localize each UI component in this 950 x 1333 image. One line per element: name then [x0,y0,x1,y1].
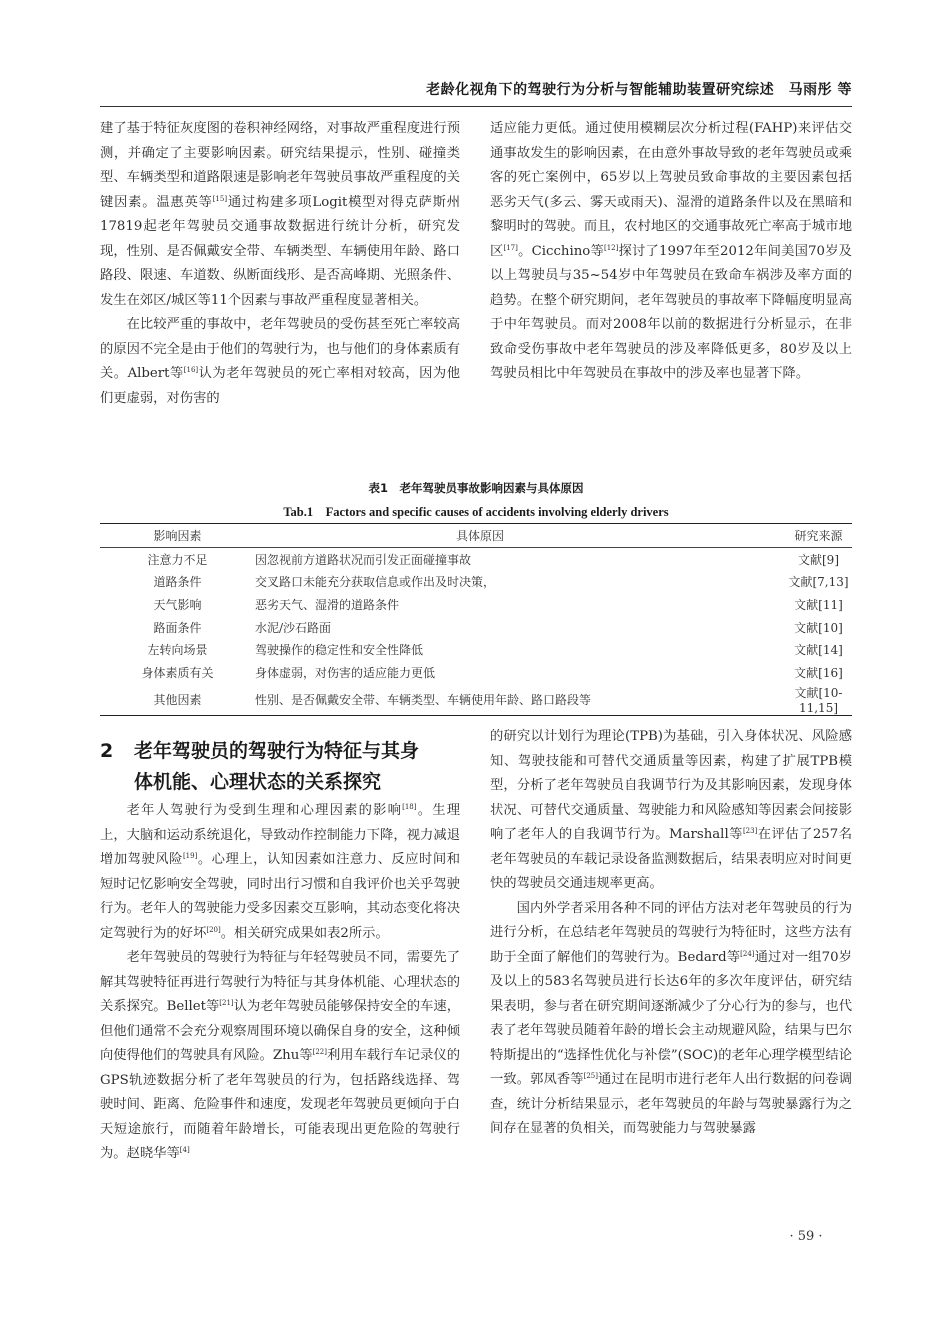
section-heading [100,736,470,798]
table-cell: 文献[16] [794,665,843,680]
text-run: 认为老年驾驶员能够保持安全的车速，但他们通常不会充分观察周围环境以确保自身的安全，这种倾向使得他们的驾驶具有风险。Zhu等 [100,999,461,1063]
citation: [20] [206,925,221,934]
table-cell: 路面条件 [153,620,202,635]
table-row [100,638,852,661]
table-cell: 文献[10-11,15] [785,684,852,716]
text-run: 的研究以计划行为理论(TPB)为基础，引入身体状况、风险感知、驾驶技能和可替代交通质量等因素，构建了扩展TPB模型，分析了老年驾驶员自我调节行为及其影响因素，发现身体状况、可替代交通质量、驾驶能力和风险感知等因素会间接影响了老年人的自我调节行为。Marshall等 [490,729,852,842]
header-rule [100,106,852,107]
citation: [16] [183,366,199,374]
text-run: 探讨了1997年至2012年间美国70岁及以上驾驶员与35~54岁中年驾驶员在致命车祸涉及率方面的趋势。在整个研究期间，老年驾驶员的事故率下降幅度明显高于中年驾驶员。而对2008年以前的数据进行分析显示，在非致命受伤事故中老年驾驶员的涉及率降低更多，80岁及以上驾驶员相比中年驾驶员在事故中的涉及率也显著下降。 [490,243,852,381]
table-row [100,571,852,594]
text-run: 在评估了257名老年驾驶员的车载记录设备监测数据后，结果表明应对时间更快的驾驶员交通违规率更高。 [490,827,852,891]
table-cell: 性别、是否佩戴安全带、车辆类型、车辆使用年龄、路口路段等 [255,684,785,716]
citation: [12] [603,243,619,252]
section-title-line1: 老年驾驶员的驾驶行为特征与其身 [134,740,420,762]
text-run: 。心理上，认知因素如注意力、反应时间和短时记忆影响安全驾驶，同时出行习惯和自我评价也关乎驾驶行为。老年人的驾驶能力受多因素交互影响，其动态变化将决定驾驶行为的好坏 [100,852,461,941]
table-row [100,548,852,571]
table-cell: 恶劣天气、湿滑的道路条件 [255,597,400,612]
citation: [23] [742,827,758,835]
table-cell: 天气影响 [153,597,202,612]
citation: [24] [740,949,755,958]
citation: [21] [219,999,234,1007]
text-run: 通过在昆明市进行老年人出行数据的问卷调查，统计分析结果显示，老年驾驶员的年龄与驾驶暴露行为之间存在显著的负相关，而驾驶能力与驾驶暴露 [490,1072,853,1136]
table-row [100,684,852,716]
paragraph [100,313,460,411]
column-header: 影响因素 [100,524,255,548]
table-row [100,593,852,616]
text-run: 认为老年驾驶员的死亡率相对较高，因为他们更虚弱，对伤害的 [100,366,461,406]
text-run: 国内外学者采用各种不同的评估方法对老年驾驶员的行为进行分析，在总结老年驾驶员的驾驶行为特征时，这些方法有助于全面了解他们的驾驶行为。Bedard等 [490,900,852,965]
column-header: 研究来源 [785,524,852,548]
table-cell: 其他因素 [100,684,255,716]
table-row [100,661,852,684]
table-row [100,616,852,639]
citation: [25] [583,1072,598,1080]
citation: [17] [503,243,518,252]
text-run: 。相关研究成果如表2所示。 [220,925,389,941]
paragraph [490,117,852,387]
table-cell: 身体虚弱，对伤害的适应能力更低 [255,665,436,680]
right-column-bottom [490,725,852,1142]
page-number: · 59 · [789,1229,823,1244]
table-caption-en: Tab.1 Factors and specific causes of accidents involving elderly drivers [283,505,669,519]
paragraph [100,117,460,313]
table-cell: 注意力不足 [147,552,208,567]
citation: [18] [402,803,417,811]
table-cell: 交叉路口未能充分获取信息或作出及时决策， [255,575,496,590]
text-run: 老年驾驶员的驾驶行为特征与年轻驾驶员不同，需要先了解其驾驶特征再进行驾驶行为特征与其身体机能、心理状态的关系探究。Bellet等 [100,950,460,1014]
left-column-bottom [100,799,460,1167]
paragraph [490,725,852,897]
table-header-row [100,524,852,548]
factors-table [100,523,852,716]
table-cell: 因忽视前方道路状况而引发正面碰撞事故 [255,552,472,567]
table-cell: 左转向场景 [147,643,208,658]
table-cell: 道路条件 [153,575,202,590]
text-run: 。Cicchino等 [517,243,604,259]
table-cell: 文献[9] [798,552,839,567]
table-cell: 身体素质有关 [141,665,214,680]
text-run: 通过构建多项Logit模型对得克萨斯州17819起老年驾驶员交通事故数据进行统计分析，研究发现，性别、是否佩戴安全带、车辆类型、车辆使用年龄、路口路段、限速、车道数、纵断面线形、是否高峰期、光照条件、发生在郊区/城区等11个因素与事故严重程度显著相关。 [100,194,460,308]
text-run: 在比较严重的事故中，老年驾驶员的受伤甚至死亡率较高的原因不完全是由于他们的驾驶行为，也与他们的身体素质有关。Albert等 [100,317,460,381]
table-cell: 水泥/沙石路面 [255,620,332,635]
table-cell: 文献[10] [794,620,843,635]
right-column-top [490,117,852,387]
table-caption-cn: 表1 老年驾驶员事故影响因素与具体原因 [368,481,584,495]
table-cell: 文献[7,13] [788,575,849,590]
running-header: 老龄化视角下的驾驶行为分析与智能辅助装置研究综述 马雨彤 等 [426,82,852,98]
text-run: 。生理上，大脑和运动系统退化，导致动作控制能力下降，视力减退增加驾驶风险 [100,803,461,867]
table-cell: 文献[14] [794,643,843,658]
left-column-top [100,117,460,411]
paragraph [490,897,852,1142]
column-header: 具体原因 [255,524,785,548]
citation: [22] [312,1048,327,1056]
text-run: 建了基于特征灰度图的卷积神经网络，对事故严重程度进行预测，并确定了主要影响因素。研究结果提示，性别、碰撞类型、车辆类型和道路限速是影响老年驾驶员事故严重程度的关键因素。温惠英等 [100,121,460,210]
citation: [4] [179,1146,190,1154]
text-run: 适应能力更低。通过使用模糊层次分析过程(FAHP)来评估交通事故发生的影响因素，在由意外事故导致的老年驾驶员或乘客的死亡案例中，65岁以上驾驶员致命事故的主要因素包括恶劣天气(多云、雾天或雨天)、湿滑的道路条件以及在黑暗和黎明时的驾驶。而且，农村地区的交通事故死亡率高于城市地区 [490,121,852,259]
text-run: 利用车载行车记录仪的GPS轨迹数据分析了老年驾驶员的行为，包括路线选择、驾驶时间、距离、危险事件和速度，发现老年驾驶员更倾向于白天短途旅行，而随着年龄增长，可能表现出更危险的驾驶行为。赵晓华等 [100,1048,461,1161]
citation: [19] [182,852,198,860]
table-cell: 驾驶操作的稳定性和安全性降低 [255,643,424,658]
paragraph [100,946,460,1167]
table-cell: 文献[11] [794,597,843,612]
paragraph [100,799,460,946]
text-run: 老年人驾驶行为受到生理和心理因素的影响 [126,803,403,818]
section-number: 2 [100,740,114,762]
section-title-line2: 体机能、心理状态的关系探究 [134,771,382,793]
citation: [15] [212,194,228,203]
text-run: 通过对一组70岁及以上的583名驾驶员进行长达6年的多次年度评估，研究结果表明，参与者在研究期间逐渐减少了分心行为的参与，也代表了老年驾驶员随着年龄的增长会主动规避风险，结果与巴尔特斯提出的“选择性优化与补偿”(SOC)的老年心理学模型结论一致。郭凤香等 [490,949,852,1087]
